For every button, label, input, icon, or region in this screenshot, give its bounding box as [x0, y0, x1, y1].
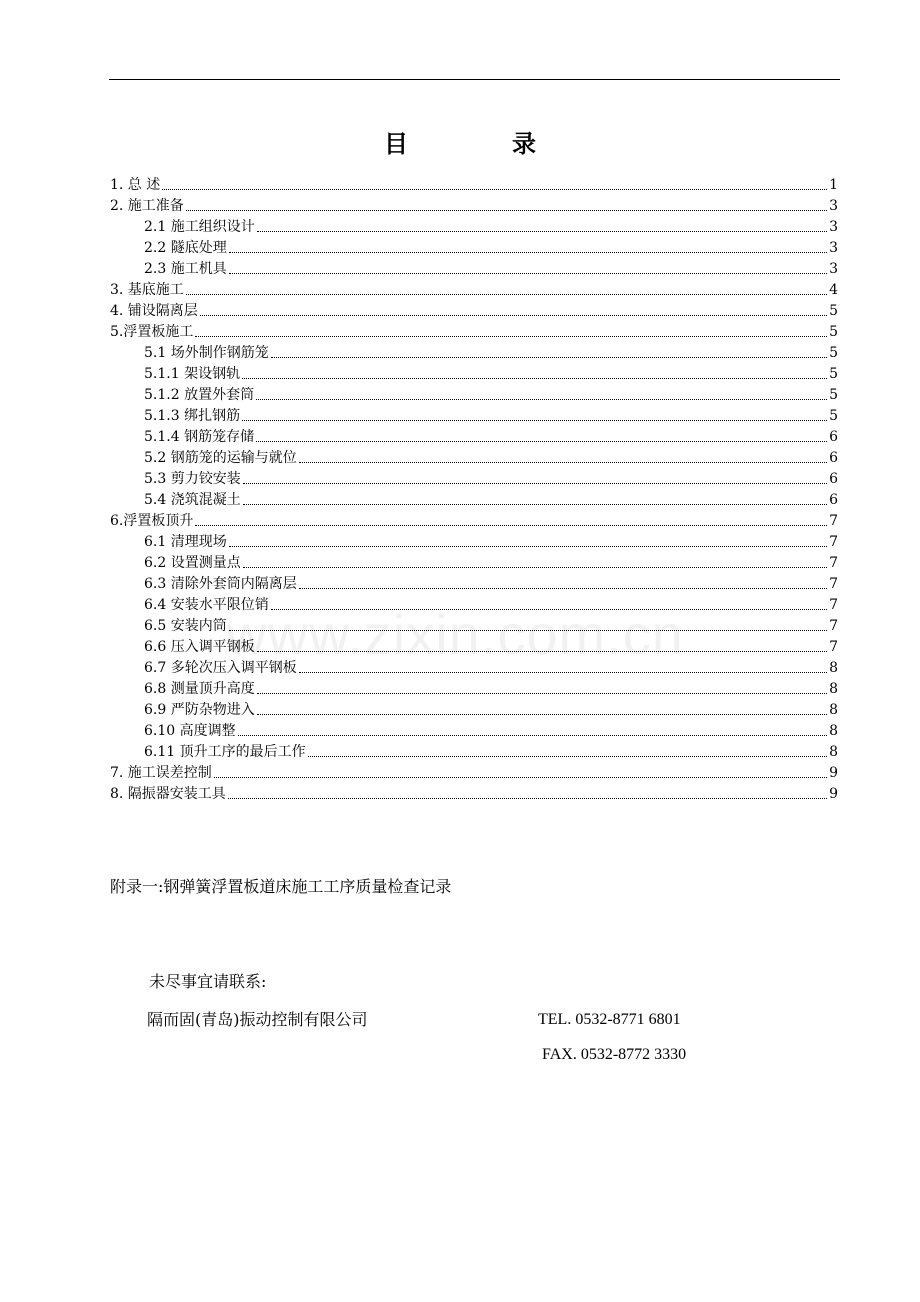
toc-dot-leader: [257, 714, 827, 715]
toc-dot-leader: [186, 210, 827, 211]
toc-entry-label: 5.1.2 放置外套筒: [144, 387, 255, 403]
toc-entry-label: 2.2 隧底处理: [144, 240, 227, 256]
toc-entry-page-number: 7: [829, 639, 838, 655]
toc-entry-label: 6.浮置板顶升: [110, 513, 194, 529]
toc-entry-page-number: 8: [829, 723, 838, 739]
toc-entry-label: 4. 铺设隔离层: [110, 303, 198, 319]
toc-entry-label: 6.11 顶升工序的最后工作: [144, 744, 306, 760]
toc-entry-page-number: 8: [829, 702, 838, 718]
toc-entry[interactable]: [110, 466, 838, 487]
toc-entry-label: 5.1.1 架设钢轨: [144, 366, 241, 382]
header-rule: [109, 79, 840, 80]
toc-dot-leader: [162, 189, 827, 190]
contact-heading: 未尽事宜请联系:: [149, 972, 267, 991]
toc-dot-leader: [257, 693, 827, 694]
toc-entry-label: 5.1 场外制作钢筋笼: [144, 345, 269, 361]
toc-dot-leader: [257, 651, 827, 652]
toc-entry-page-number: 3: [829, 198, 838, 214]
toc-entry[interactable]: [110, 214, 838, 235]
toc-entry[interactable]: [110, 739, 838, 760]
toc-entry[interactable]: [110, 508, 838, 529]
toc-entry-label: 5.4 浇筑混凝土: [144, 492, 241, 508]
toc-entry-page-number: 9: [829, 765, 838, 781]
toc-dot-leader: [229, 546, 827, 547]
toc-entry-page-number: 5: [829, 408, 838, 424]
toc-entry-page-number: 9: [829, 786, 838, 802]
toc-entry-label: 1. 总 述: [110, 177, 161, 193]
toc-entry[interactable]: [110, 256, 838, 277]
toc-entry-page-number: 6: [829, 492, 838, 508]
appendix-line: 附录一:钢弹簧浮置板道床施工工序质量检查记录: [110, 877, 452, 896]
toc-dot-leader: [243, 483, 827, 484]
toc-entry-label: 6.10 高度调整: [144, 723, 236, 739]
toc-entry-label: 2.3 施工机具: [144, 261, 227, 277]
page-title: 目 录: [384, 130, 576, 158]
toc-dot-leader: [214, 777, 827, 778]
toc-dot-leader: [271, 357, 827, 358]
toc-entry-page-number: 5: [829, 387, 838, 403]
toc-dot-leader: [243, 504, 827, 505]
toc-entry-page-number: 8: [829, 744, 838, 760]
toc-dot-leader: [242, 420, 827, 421]
toc-entry[interactable]: [110, 193, 838, 214]
toc-entry[interactable]: [110, 340, 838, 361]
toc-dot-leader: [257, 231, 827, 232]
toc-entry-page-number: 5: [829, 345, 838, 361]
toc-entry-label: 6.9 严防杂物进入: [144, 702, 255, 718]
toc-dot-leader: [228, 798, 827, 799]
toc-entry-page-number: 1: [829, 177, 838, 193]
toc-entry[interactable]: [110, 487, 838, 508]
toc-entry-label: 6.6 压入调平钢板: [144, 639, 255, 655]
telephone-number: TEL. 0532-8771 6801: [538, 1011, 681, 1028]
toc-entry[interactable]: [110, 718, 838, 739]
toc-entry[interactable]: [110, 403, 838, 424]
toc-entry[interactable]: [110, 550, 838, 571]
toc-entry[interactable]: [110, 445, 838, 466]
toc-dot-leader: [242, 378, 827, 379]
toc-dot-leader: [186, 294, 827, 295]
toc-entry-label: 5.1.4 钢筋笼存储: [144, 429, 255, 445]
toc-dot-leader: [256, 399, 827, 400]
toc-entry[interactable]: [110, 571, 838, 592]
watermark: www.zixin.com.cn: [226, 603, 684, 666]
toc-entry-page-number: 5: [829, 366, 838, 382]
toc-dot-leader: [308, 756, 827, 757]
toc-entry-page-number: 7: [829, 597, 838, 613]
toc-entry[interactable]: [110, 277, 838, 298]
toc-entry-page-number: 3: [829, 219, 838, 235]
toc-entry-page-number: 6: [829, 450, 838, 466]
toc-entry-page-number: 8: [829, 660, 838, 676]
toc-dot-leader: [229, 273, 827, 274]
toc-entry[interactable]: [110, 613, 838, 634]
toc-dot-leader: [256, 441, 827, 442]
toc-entry-label: 5.1.3 绑扎钢筋: [144, 408, 241, 424]
toc-entry-label: 5.3 剪力铰安装: [144, 471, 241, 487]
toc-entry[interactable]: [110, 172, 838, 193]
toc-entry[interactable]: [110, 697, 838, 718]
toc-entry-label: 6.3 清除外套筒内隔离层: [144, 576, 297, 592]
toc-entry-page-number: 7: [829, 555, 838, 571]
toc-entry-label: 3. 基底施工: [110, 282, 184, 298]
toc-dot-leader: [200, 315, 827, 316]
company-name: 隔而固(青岛)振动控制有限公司: [147, 1010, 368, 1029]
toc-entry[interactable]: [110, 655, 838, 676]
toc-dot-leader: [195, 525, 827, 526]
toc-dot-leader: [238, 735, 827, 736]
toc-entry-page-number: 5: [829, 303, 838, 319]
toc-entry-page-number: 7: [829, 513, 838, 529]
toc-entry-label: 5.浮置板施工: [110, 324, 194, 340]
toc-entry-label: 8. 隔振器安装工具: [110, 786, 226, 802]
toc-entry[interactable]: [110, 676, 838, 697]
toc-dot-leader: [271, 609, 827, 610]
toc-dot-leader: [229, 252, 827, 253]
toc-entry[interactable]: [110, 424, 838, 445]
toc-entry[interactable]: [110, 235, 838, 256]
toc-entry-label: 2. 施工准备: [110, 198, 184, 214]
toc-dot-leader: [195, 336, 827, 337]
toc-entry-page-number: 6: [829, 429, 838, 445]
toc-dot-leader: [243, 567, 827, 568]
table-of-contents: [110, 172, 838, 802]
toc-dot-leader: [299, 588, 827, 589]
toc-dot-leader: [299, 462, 827, 463]
toc-entry-label: 6.1 清理现场: [144, 534, 227, 550]
toc-entry-page-number: 6: [829, 471, 838, 487]
toc-entry-label: 5.2 钢筋笼的运输与就位: [144, 450, 297, 466]
toc-entry-page-number: 7: [829, 576, 838, 592]
toc-entry-page-number: 5: [829, 324, 838, 340]
toc-entry[interactable]: [110, 382, 838, 403]
toc-entry-label: 6.7 多轮次压入调平钢板: [144, 660, 297, 676]
fax-number: FAX. 0532-8772 3330: [542, 1046, 687, 1063]
toc-entry[interactable]: [110, 592, 838, 613]
toc-entry-page-number: 4: [829, 282, 838, 298]
toc-entry-label: 6.4 安装水平限位销: [144, 597, 269, 613]
toc-entry-label: 6.2 设置测量点: [144, 555, 241, 571]
toc-entry-label: 6.5 安装内筒: [144, 618, 227, 634]
toc-dot-leader: [229, 630, 827, 631]
toc-entry-label: 6.8 测量顶升高度: [144, 681, 255, 697]
toc-entry-page-number: 3: [829, 240, 838, 256]
toc-entry-label: 7. 施工误差控制: [110, 765, 212, 781]
toc-entry[interactable]: [110, 361, 838, 382]
toc-entry-page-number: 7: [829, 618, 838, 634]
toc-dot-leader: [299, 672, 827, 673]
toc-entry-page-number: 8: [829, 681, 838, 697]
toc-entry-label: 2.1 施工组织设计: [144, 219, 255, 235]
toc-entry-page-number: 3: [829, 261, 838, 277]
toc-entry[interactable]: [110, 760, 838, 781]
toc-entry[interactable]: [110, 319, 838, 340]
toc-entry[interactable]: [110, 298, 838, 319]
toc-entry[interactable]: [110, 781, 838, 802]
toc-entry[interactable]: [110, 529, 838, 550]
toc-entry-page-number: 7: [829, 534, 838, 550]
toc-entry[interactable]: [110, 634, 838, 655]
